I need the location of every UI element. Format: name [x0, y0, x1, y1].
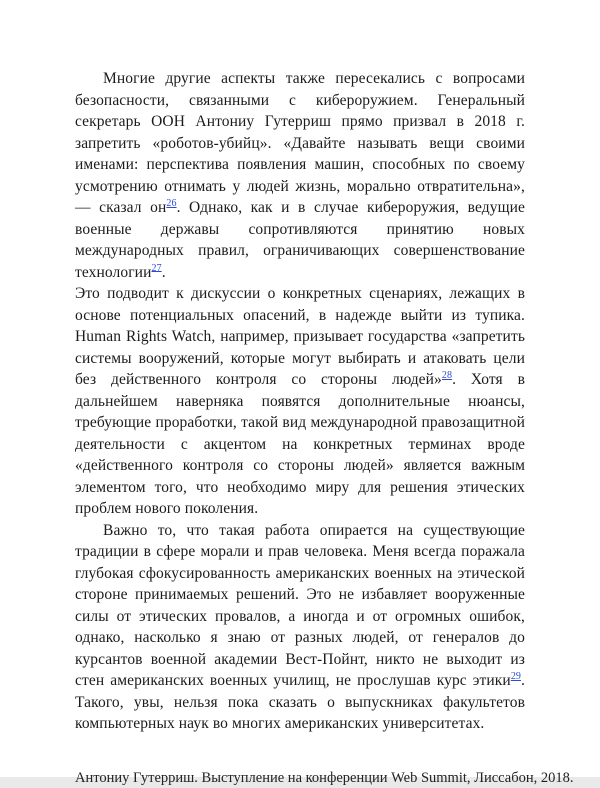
bottom-cropped-line	[75, 768, 574, 786]
paragraph: Многие другие аспекты также пересекались с вопросами безопасности, связанными с кибероружием. Генеральный секретарь ООН Антониу Гутерриш прямо призвал в 2018 г. запретить «роботов-убийц». «Давайте называть вещи своими именами: перспектива появления машин, способных по своему усмотрению отнимать у людей жизнь, морально отвратительна», — сказал он$^{26}$. Однако, как и в случае кибероружия, ведущие военные державы сопротивляются принятию новых международных правил, ограничивающих совершенствование технологии$^{27}$.	[75, 70, 526, 281]
paragraph: Это подводит к дискуссии о конкретных сценариях, лежащих в основе потенциальных опасений, в надежде выйти из тупика. Human Rights Watch, например, призывает государства «запретить системы вооружений, которые могут выбирать и атаковать цели без действенного контроля со стороны людей»$^{28}$. Хотя в дальнейшем наверняка появятся дополнительные нюансы, требующие проработки, такой вид международной правозащитной деятельности с акцентом на конкретных терминах вроде «действенного контроля со стороны людей» является важным элементом того, что необходимо миру для решения этических проблем нового поколения.	[75, 285, 525, 517]
footnote-link[interactable]: 27	[151, 262, 162, 274]
footnote-link[interactable]: 26	[166, 197, 177, 209]
paragraph: Важно то, что такая работа опирается на существующие традиции в сфере морали и прав человека. Меня всегда поражала глубокая сфокусированность американских военных на этической стороне принимаемых решений. Это не избавляет вооруженные силы от этических провалов, а иногда и от огромных ошибок, однако, насколько я знаю от разных людей, от генералов до курсантов военной академии Вест-Пойнт, никто не выходит из стен американских военных училищ, не прослушав курс этики$^{29}$. Такого, увы, нельзя пока сказать о выпускниках факультетов компьютерных наук во многих американских университетах.	[75, 521, 525, 732]
footnote-link[interactable]: 29	[510, 670, 522, 682]
text-body	[75, 68, 525, 735]
footnote-link[interactable]: 28	[441, 369, 453, 381]
partial-footnote-text: Антониу Гутерриш. Выступление на конференции Web Summit, Лиссабон, 2018.	[75, 770, 574, 786]
